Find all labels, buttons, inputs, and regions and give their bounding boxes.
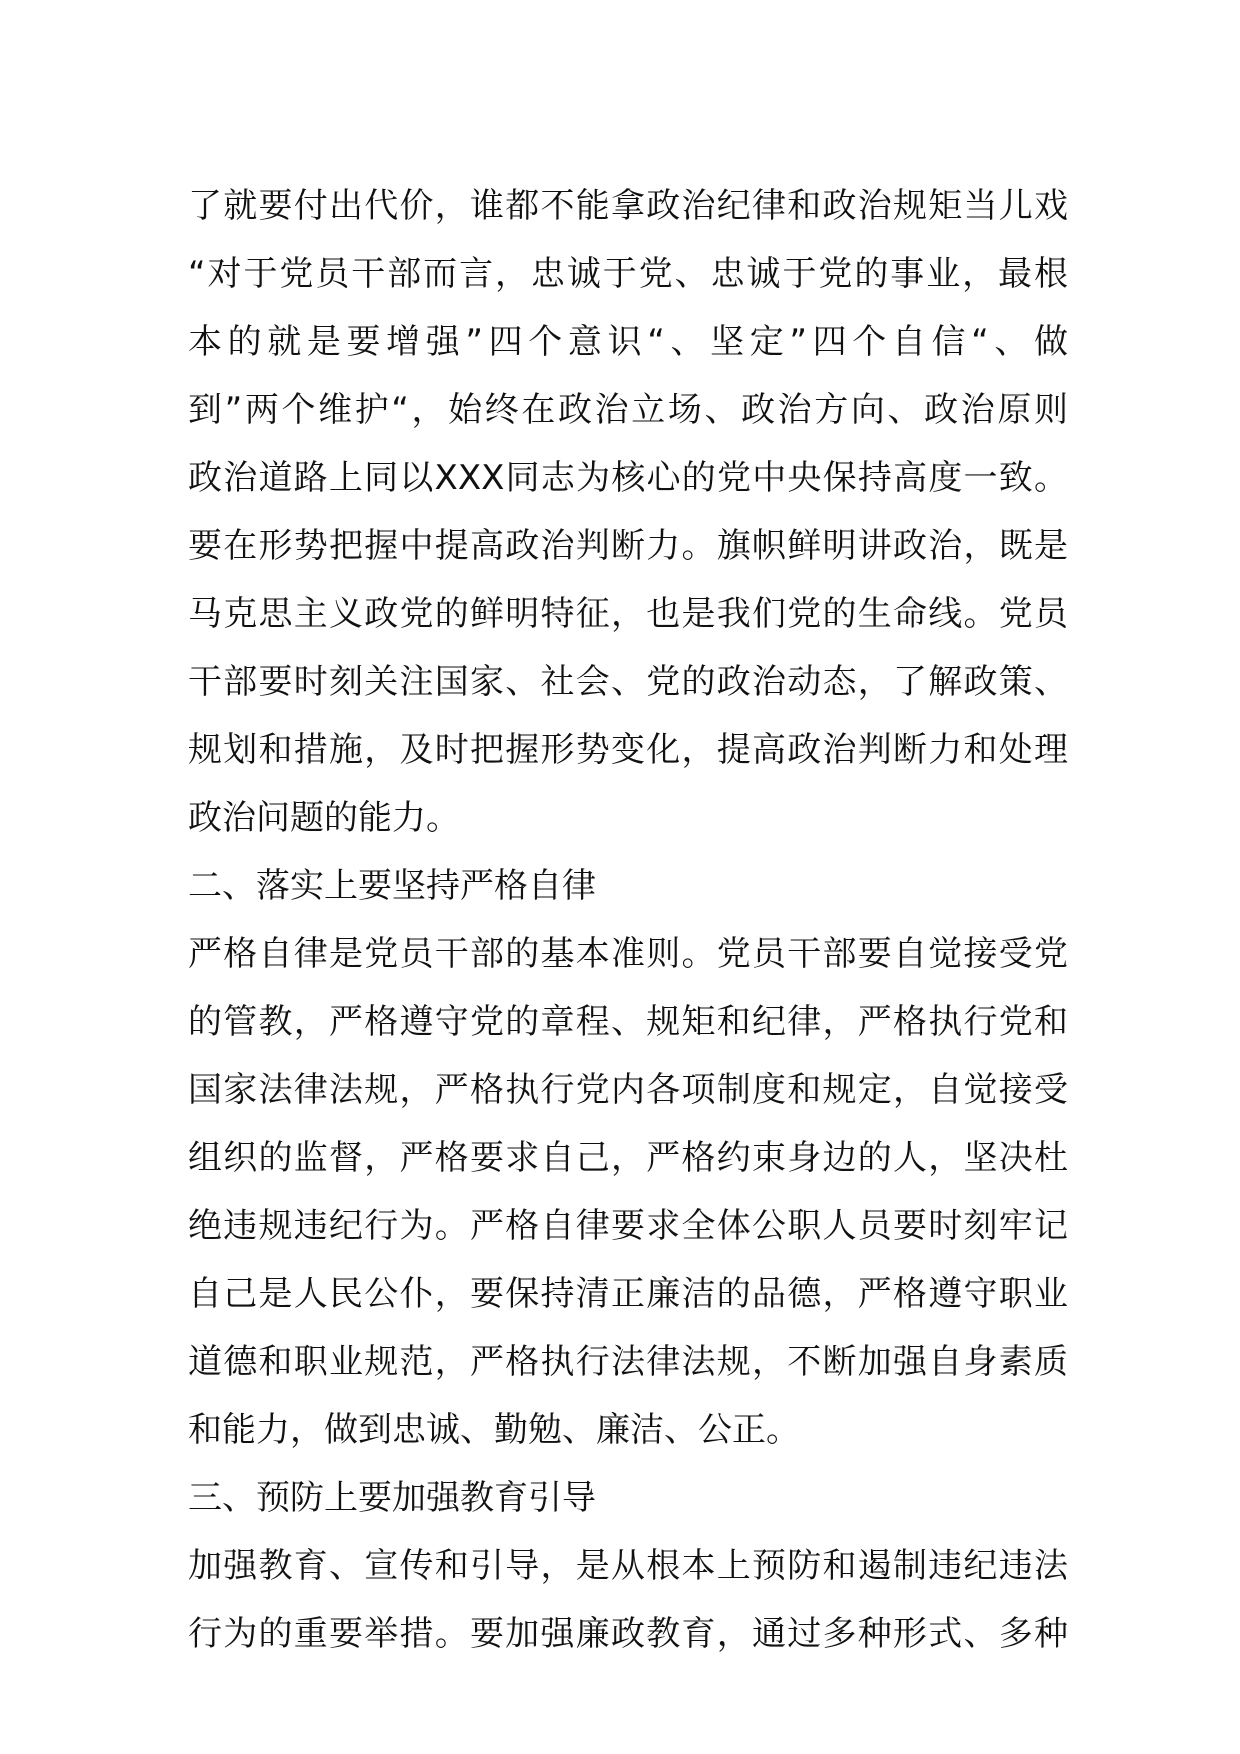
- text-line: 的管教，严格遵守党的章程、规矩和纪律，严格执行党和: [188, 1002, 1068, 1042]
- text-line: 本的就是要增强”四个意识“、坚定”四个自信“、做: [188, 322, 1068, 362]
- text-line: 自己是人民公仆，要保持清正廉洁的品德，严格遵守职业: [188, 1274, 1068, 1314]
- section-heading: 二、落实上要坚持严格自律: [188, 866, 596, 906]
- text-line: 加强教育、宣传和引导，是从根本上预防和遏制违纪违法: [188, 1546, 1068, 1586]
- document-body: [188, 172, 1068, 1668]
- text-line: “对于党员干部而言，忠诚于党、忠诚于党的事业，最根: [188, 254, 1068, 294]
- text-line: 马克思主义政党的鲜明特征，也是我们党的生命线。党员: [188, 594, 1068, 634]
- section-heading: 三、预防上要加强教育引导: [188, 1478, 596, 1518]
- text-line: 到”两个维护“，始终在政治立场、政治方向、政治原则: [188, 390, 1068, 430]
- text-line: 规划和措施，及时把握形势变化，提高政治判断力和处理: [188, 730, 1068, 770]
- text-line: 和能力，做到忠诚、勤勉、廉洁、公正。: [188, 1410, 800, 1450]
- text-line: 行为的重要举措。要加强廉政教育，通过多种形式、多种: [188, 1614, 1068, 1654]
- text-line: 要在形势把握中提高政治判断力。旗帜鲜明讲政治，既是: [188, 526, 1068, 566]
- text-line: 国家法律法规，严格执行党内各项制度和规定，自觉接受: [188, 1070, 1068, 1110]
- text-line: 绝违规违纪行为。严格自律要求全体公职人员要时刻牢记: [188, 1206, 1068, 1246]
- text-line: 干部要时刻关注国家、社会、党的政治动态，了解政策、: [188, 662, 1068, 702]
- text-line: 政治问题的能力。: [188, 798, 460, 838]
- text-line: 组织的监督，严格要求自己，严格约束身边的人，坚决杜: [188, 1138, 1068, 1178]
- text-line: 严格自律是党员干部的基本准则。党员干部要自觉接受党: [188, 934, 1068, 974]
- text-line: 政治道路上同以XXX同志为核心的党中央保持高度一致。: [188, 458, 1068, 498]
- text-line: 道德和职业规范，严格执行法律法规，不断加强自身素质: [188, 1342, 1068, 1382]
- text-line: 了就要付出代价，谁都不能拿政治纪律和政治规矩当儿戏: [188, 186, 1068, 226]
